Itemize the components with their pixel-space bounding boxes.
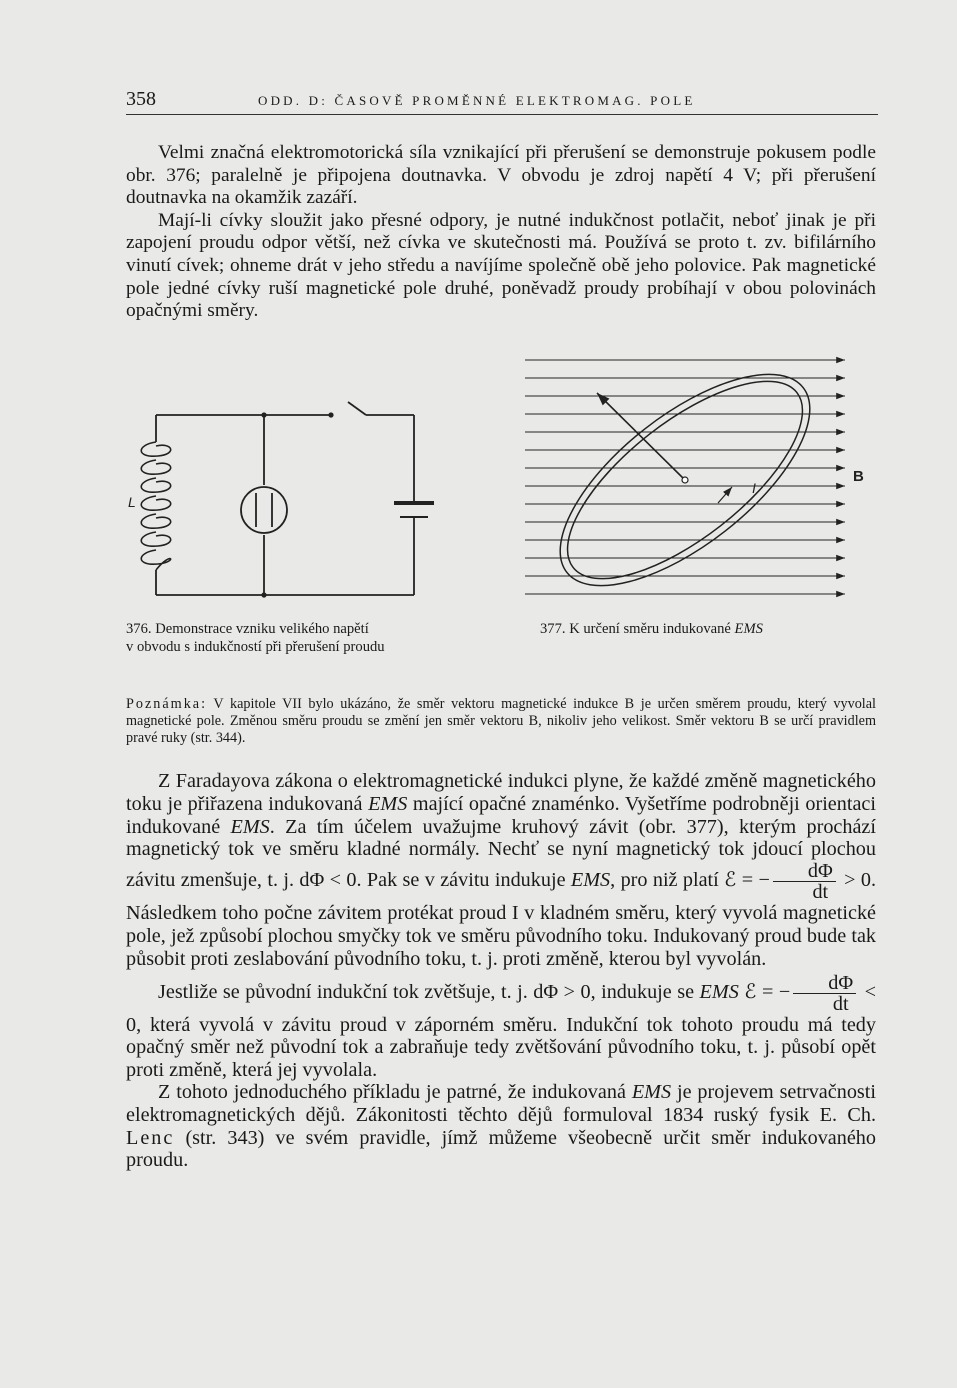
figure-377-caption (540, 620, 860, 638)
paragraph-increase: Jestliže se původní indukční tok zvětšuje, t. j. dΦ > 0, indukuje se EMS ℰ = − $\frac{d\Phi}{dt}$ < 0, která vyvolá v závitu proud v záporném směru. Indukční tok tohoto proudu má tedy opačný směr než původní tok a zabraňuje tedy zvětšování původního toku, t. j. působí opět proti změně, která jej vyvolala. (126, 971, 877, 1081)
caption-377-text: 377. K určení směru indukované (540, 621, 735, 637)
note-text: V kapitole VII bylo ukázáno, že směr vektoru magnetické indukce B je určen směrem proudu, který vyvolal magnetické pole. Změnou směru proudu se změní jen směr vektoru B, nikoliv jeho velikost. Směr vektoru B se určí pravidlem pravé ruky (str. 344). (126, 696, 876, 747)
page-number: 358 (126, 88, 156, 110)
caption-377-ems: EMS (734, 621, 763, 637)
page-header (126, 88, 878, 115)
note-label: Poznámka: (126, 696, 208, 712)
note-block (126, 696, 876, 748)
coil-label: L (128, 494, 136, 510)
caption-376-line2: v obvodu s indukčností při přerušení proudu (126, 639, 385, 655)
fraction-dphi-dt: $\frac{d\Phi}{dt}$ (773, 861, 836, 902)
field-label-b: B (853, 468, 864, 485)
figure-376-caption (126, 620, 471, 656)
main-text (126, 770, 876, 1172)
figure-377-loop-field (520, 355, 880, 610)
paragraph-bifilar: Mají-li cívky sloužit jako přesné odpory, je nutné indukčnost potlačit, neboť jinak je při zapojení proudu odpor větší, než cívka ve skutečnosti má. Používá se proto t. zv. bifilárního vinutí cívek; ohneme drát v jeho středu a navíjíme společně obě jeho polovice. Pak magnetické pole jedné cívky ruší magnetické pole druhé, poněvadž proudy probíhají v obou polovinách opačnými směry. (126, 209, 876, 322)
fraction-dphi-dt-2: $\frac{d\Phi}{dt}$ (793, 973, 856, 1014)
caption-376-line1: 376. Demonstrace vzniku velikého napětí (126, 621, 369, 637)
current-label: I (752, 480, 756, 496)
figure-376-circuit (126, 390, 466, 610)
paragraph-doutnavka: Velmi značná elektromotorická síla vznikající při přerušení se demonstruje pokusem podle obr. 376; paralelně je připojena doutnavka. V obvodu je zdroj napětí 4 V; při přerušení doutnavka na okamžik zazáří. (126, 142, 876, 209)
running-title: ODD. D: ČASOVĚ PROMĚNNÉ ELEKTROMAG. POLE (258, 93, 696, 108)
paragraph-faraday: Z Faradayova zákona o elektromagnetické indukci plyne, že každé změně magnetického toku je přiřazena indukovaná EMS mající opačné znaménko. Vyšetříme podrobněji orientaci indukované EMS. Za tím účelem uvažujme kruhový závit (obr. 377), kterým prochází magnetický tok ve směru kladné normály. Nechť se nyní magnetický tok jdoucí plochou závitu zmenšuje, t. j. dΦ < 0. Pak se v závitu indukuje EMS, pro niž platí ℰ = − $\frac{d\Phi}{dt}$ > 0. Následkem toho počne závitem protékat proud I v kladném směru, který vyvolá magnetické pole, jež způsobí plochou smyčky tok ve směru původního toku. Indukovaný proud bude tak působit proti zeslabování původního toku, t. j. proti změně, kterou byl vyvolán. (126, 770, 876, 970)
paragraph-lenz: Z tohoto jednoduchého příkladu je patrné, že indukovaná EMS je projevem setrvačnosti elektromagnetických dějů. Zákonitosti těchto dějů formuloval 1834 ruský fysik E. Ch. Lenc (str. 343) ve svém pravidle, jímž můžeme všeobecně určit směr indukovaného proudu. (126, 1081, 876, 1172)
intro-text (126, 142, 876, 323)
